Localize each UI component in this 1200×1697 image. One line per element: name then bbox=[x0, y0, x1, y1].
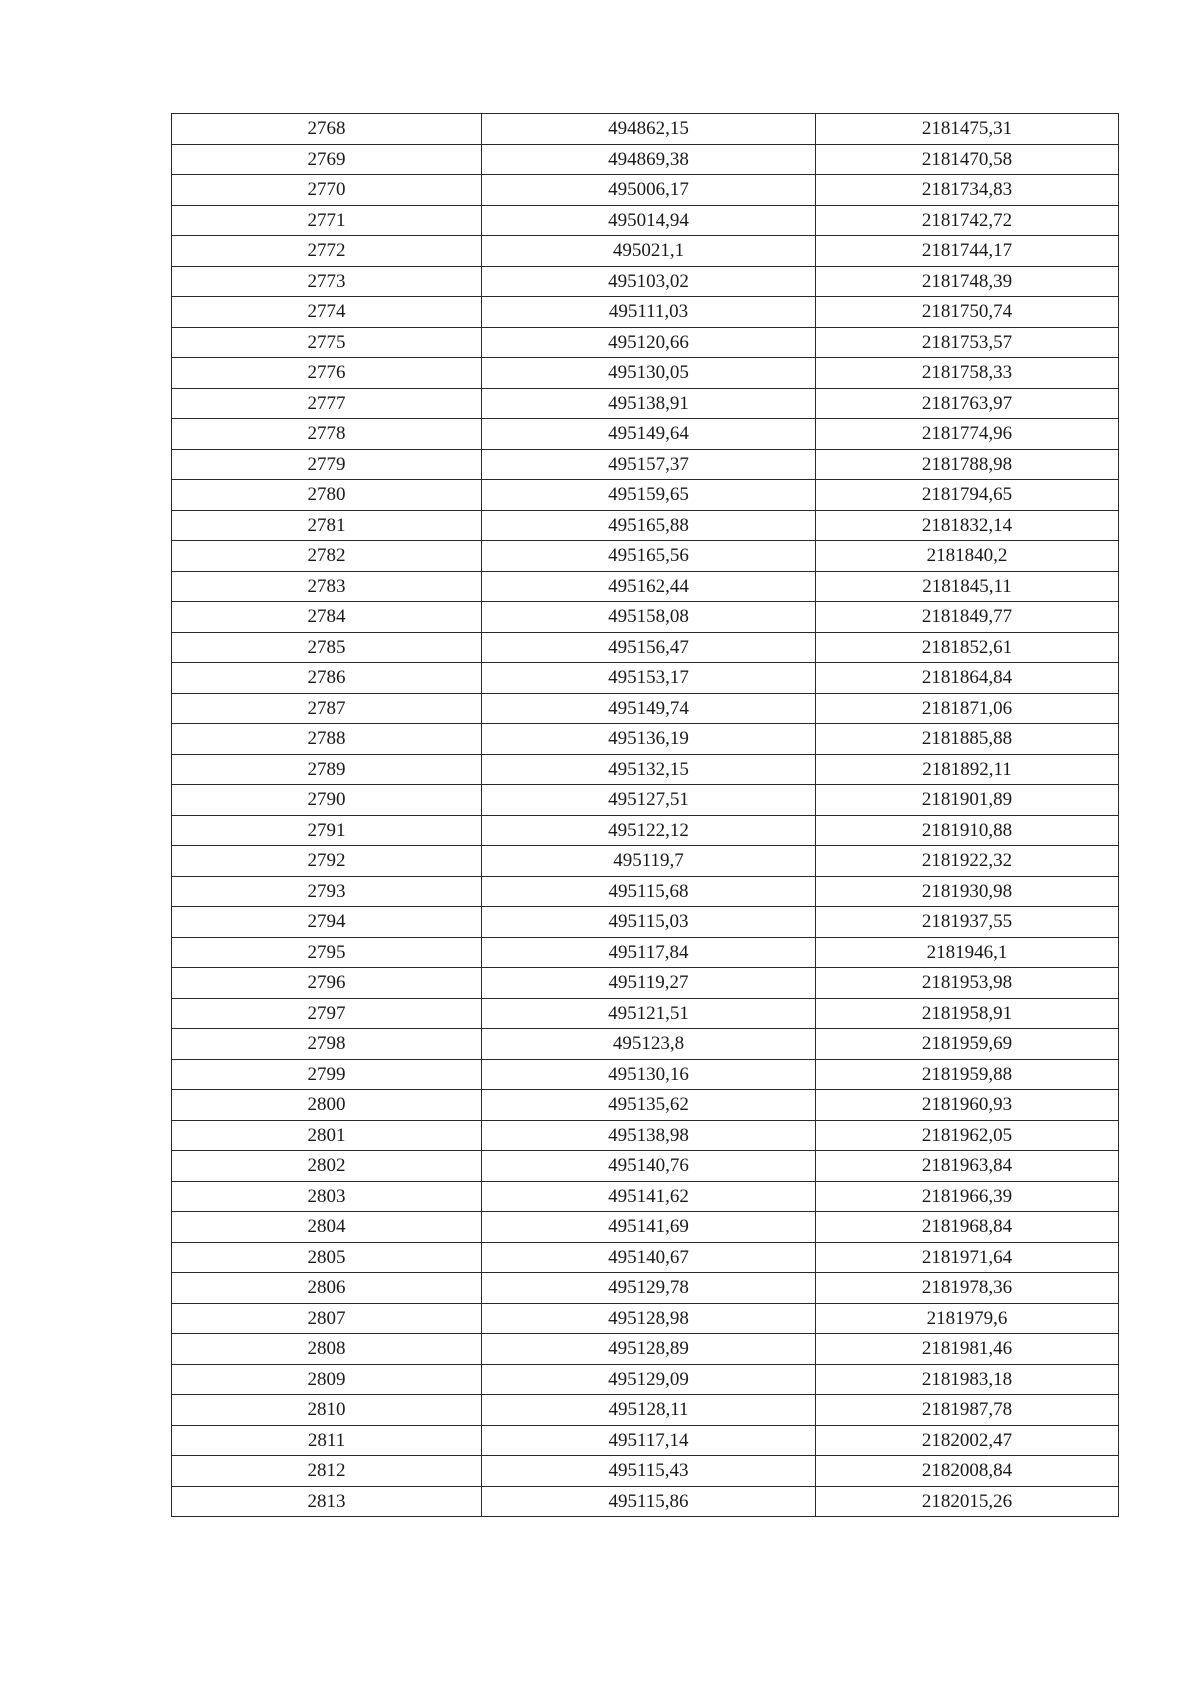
point-number-cell: 2812 bbox=[172, 1456, 482, 1487]
point-number-cell: 2777 bbox=[172, 388, 482, 419]
x-coordinate-cell: 495130,16 bbox=[482, 1059, 816, 1090]
table-row bbox=[172, 1242, 1119, 1273]
y-coordinate-cell: 2181958,91 bbox=[816, 998, 1119, 1029]
point-number-cell: 2769 bbox=[172, 144, 482, 175]
x-coordinate-cell: 495128,11 bbox=[482, 1395, 816, 1426]
x-coordinate-cell: 495140,76 bbox=[482, 1151, 816, 1182]
x-coordinate-cell: 495157,37 bbox=[482, 449, 816, 480]
point-number-cell: 2785 bbox=[172, 632, 482, 663]
point-number-cell: 2787 bbox=[172, 693, 482, 724]
x-coordinate-cell: 495129,09 bbox=[482, 1364, 816, 1395]
x-coordinate-cell: 495136,19 bbox=[482, 724, 816, 755]
y-coordinate-cell: 2181930,98 bbox=[816, 876, 1119, 907]
table-row bbox=[172, 1334, 1119, 1365]
x-coordinate-cell: 495014,94 bbox=[482, 205, 816, 236]
y-coordinate-cell: 2181959,88 bbox=[816, 1059, 1119, 1090]
table-row bbox=[172, 602, 1119, 633]
x-coordinate-cell: 495158,08 bbox=[482, 602, 816, 633]
y-coordinate-cell: 2181470,58 bbox=[816, 144, 1119, 175]
x-coordinate-cell: 495162,44 bbox=[482, 571, 816, 602]
point-number-cell: 2773 bbox=[172, 266, 482, 297]
table-row bbox=[172, 937, 1119, 968]
table-row bbox=[172, 419, 1119, 450]
table-row bbox=[172, 1456, 1119, 1487]
table-row bbox=[172, 1151, 1119, 1182]
x-coordinate-cell: 495122,12 bbox=[482, 815, 816, 846]
point-number-cell: 2770 bbox=[172, 175, 482, 206]
x-coordinate-cell: 495138,91 bbox=[482, 388, 816, 419]
point-number-cell: 2798 bbox=[172, 1029, 482, 1060]
table-row bbox=[172, 1303, 1119, 1334]
point-number-cell: 2803 bbox=[172, 1181, 482, 1212]
x-coordinate-cell: 495128,89 bbox=[482, 1334, 816, 1365]
y-coordinate-cell: 2182002,47 bbox=[816, 1425, 1119, 1456]
x-coordinate-cell: 495115,43 bbox=[482, 1456, 816, 1487]
table-row bbox=[172, 1120, 1119, 1151]
y-coordinate-cell: 2181937,55 bbox=[816, 907, 1119, 938]
table-row bbox=[172, 1395, 1119, 1426]
y-coordinate-cell: 2181840,2 bbox=[816, 541, 1119, 572]
table-row bbox=[172, 754, 1119, 785]
y-coordinate-cell: 2181981,46 bbox=[816, 1334, 1119, 1365]
table-row bbox=[172, 480, 1119, 511]
coordinates-table bbox=[171, 113, 1119, 1517]
y-coordinate-cell: 2181753,57 bbox=[816, 327, 1119, 358]
x-coordinate-cell: 495129,78 bbox=[482, 1273, 816, 1304]
table-row bbox=[172, 205, 1119, 236]
point-number-cell: 2778 bbox=[172, 419, 482, 450]
table-row bbox=[172, 144, 1119, 175]
table-row bbox=[172, 785, 1119, 816]
point-number-cell: 2808 bbox=[172, 1334, 482, 1365]
point-number-cell: 2789 bbox=[172, 754, 482, 785]
table-row bbox=[172, 724, 1119, 755]
x-coordinate-cell: 495141,69 bbox=[482, 1212, 816, 1243]
y-coordinate-cell: 2181978,36 bbox=[816, 1273, 1119, 1304]
x-coordinate-cell: 495130,05 bbox=[482, 358, 816, 389]
point-number-cell: 2801 bbox=[172, 1120, 482, 1151]
x-coordinate-cell: 495138,98 bbox=[482, 1120, 816, 1151]
x-coordinate-cell: 495165,88 bbox=[482, 510, 816, 541]
x-coordinate-cell: 495120,66 bbox=[482, 327, 816, 358]
y-coordinate-cell: 2181960,93 bbox=[816, 1090, 1119, 1121]
point-number-cell: 2809 bbox=[172, 1364, 482, 1395]
table-row bbox=[172, 1425, 1119, 1456]
y-coordinate-cell: 2181734,83 bbox=[816, 175, 1119, 206]
point-number-cell: 2780 bbox=[172, 480, 482, 511]
x-coordinate-cell: 495117,14 bbox=[482, 1425, 816, 1456]
point-number-cell: 2768 bbox=[172, 114, 482, 145]
table-row bbox=[172, 236, 1119, 267]
y-coordinate-cell: 2181901,89 bbox=[816, 785, 1119, 816]
table-row bbox=[172, 114, 1119, 145]
y-coordinate-cell: 2181885,88 bbox=[816, 724, 1119, 755]
x-coordinate-cell: 495115,03 bbox=[482, 907, 816, 938]
point-number-cell: 2805 bbox=[172, 1242, 482, 1273]
y-coordinate-cell: 2181774,96 bbox=[816, 419, 1119, 450]
x-coordinate-cell: 495111,03 bbox=[482, 297, 816, 328]
table-row bbox=[172, 358, 1119, 389]
y-coordinate-cell: 2181748,39 bbox=[816, 266, 1119, 297]
y-coordinate-cell: 2181788,98 bbox=[816, 449, 1119, 480]
table-row bbox=[172, 693, 1119, 724]
y-coordinate-cell: 2182008,84 bbox=[816, 1456, 1119, 1487]
table-row bbox=[172, 876, 1119, 907]
y-coordinate-cell: 2181963,84 bbox=[816, 1151, 1119, 1182]
point-number-cell: 2771 bbox=[172, 205, 482, 236]
table-row bbox=[172, 632, 1119, 663]
x-coordinate-cell: 495103,02 bbox=[482, 266, 816, 297]
table-row bbox=[172, 510, 1119, 541]
y-coordinate-cell: 2181922,32 bbox=[816, 846, 1119, 877]
y-coordinate-cell: 2181953,98 bbox=[816, 968, 1119, 999]
x-coordinate-cell: 494869,38 bbox=[482, 144, 816, 175]
table-row bbox=[172, 815, 1119, 846]
point-number-cell: 2781 bbox=[172, 510, 482, 541]
y-coordinate-cell: 2181852,61 bbox=[816, 632, 1119, 663]
table-row bbox=[172, 1364, 1119, 1395]
point-number-cell: 2774 bbox=[172, 297, 482, 328]
y-coordinate-cell: 2181864,84 bbox=[816, 663, 1119, 694]
x-coordinate-cell: 495021,1 bbox=[482, 236, 816, 267]
y-coordinate-cell: 2181983,18 bbox=[816, 1364, 1119, 1395]
table-row bbox=[172, 297, 1119, 328]
y-coordinate-cell: 2181968,84 bbox=[816, 1212, 1119, 1243]
point-number-cell: 2784 bbox=[172, 602, 482, 633]
x-coordinate-cell: 495135,62 bbox=[482, 1090, 816, 1121]
x-coordinate-cell: 495159,65 bbox=[482, 480, 816, 511]
table-row bbox=[172, 907, 1119, 938]
table-row bbox=[172, 327, 1119, 358]
point-number-cell: 2793 bbox=[172, 876, 482, 907]
point-number-cell: 2779 bbox=[172, 449, 482, 480]
x-coordinate-cell: 495117,84 bbox=[482, 937, 816, 968]
point-number-cell: 2782 bbox=[172, 541, 482, 572]
point-number-cell: 2790 bbox=[172, 785, 482, 816]
x-coordinate-cell: 495115,86 bbox=[482, 1486, 816, 1517]
table-row bbox=[172, 1029, 1119, 1060]
point-number-cell: 2811 bbox=[172, 1425, 482, 1456]
x-coordinate-cell: 495149,74 bbox=[482, 693, 816, 724]
y-coordinate-cell: 2181959,69 bbox=[816, 1029, 1119, 1060]
table-row bbox=[172, 541, 1119, 572]
table-row bbox=[172, 998, 1119, 1029]
point-number-cell: 2804 bbox=[172, 1212, 482, 1243]
point-number-cell: 2791 bbox=[172, 815, 482, 846]
y-coordinate-cell: 2181849,77 bbox=[816, 602, 1119, 633]
table-row bbox=[172, 1059, 1119, 1090]
y-coordinate-cell: 2181750,74 bbox=[816, 297, 1119, 328]
table-row bbox=[172, 571, 1119, 602]
x-coordinate-cell: 495127,51 bbox=[482, 785, 816, 816]
point-number-cell: 2807 bbox=[172, 1303, 482, 1334]
x-coordinate-cell: 495149,64 bbox=[482, 419, 816, 450]
y-coordinate-cell: 2182015,26 bbox=[816, 1486, 1119, 1517]
y-coordinate-cell: 2181758,33 bbox=[816, 358, 1119, 389]
x-coordinate-cell: 495128,98 bbox=[482, 1303, 816, 1334]
x-coordinate-cell: 495121,51 bbox=[482, 998, 816, 1029]
y-coordinate-cell: 2181845,11 bbox=[816, 571, 1119, 602]
point-number-cell: 2776 bbox=[172, 358, 482, 389]
x-coordinate-cell: 495153,17 bbox=[482, 663, 816, 694]
point-number-cell: 2783 bbox=[172, 571, 482, 602]
table-row bbox=[172, 1181, 1119, 1212]
x-coordinate-cell: 495156,47 bbox=[482, 632, 816, 663]
table-row bbox=[172, 175, 1119, 206]
x-coordinate-cell: 495119,7 bbox=[482, 846, 816, 877]
point-number-cell: 2799 bbox=[172, 1059, 482, 1090]
table-row bbox=[172, 1090, 1119, 1121]
x-coordinate-cell: 495123,8 bbox=[482, 1029, 816, 1060]
y-coordinate-cell: 2181475,31 bbox=[816, 114, 1119, 145]
point-number-cell: 2794 bbox=[172, 907, 482, 938]
table-row bbox=[172, 1212, 1119, 1243]
y-coordinate-cell: 2181966,39 bbox=[816, 1181, 1119, 1212]
point-number-cell: 2797 bbox=[172, 998, 482, 1029]
y-coordinate-cell: 2181742,72 bbox=[816, 205, 1119, 236]
y-coordinate-cell: 2181946,1 bbox=[816, 937, 1119, 968]
y-coordinate-cell: 2181962,05 bbox=[816, 1120, 1119, 1151]
point-number-cell: 2795 bbox=[172, 937, 482, 968]
point-number-cell: 2813 bbox=[172, 1486, 482, 1517]
point-number-cell: 2788 bbox=[172, 724, 482, 755]
table-row bbox=[172, 968, 1119, 999]
y-coordinate-cell: 2181971,64 bbox=[816, 1242, 1119, 1273]
y-coordinate-cell: 2181910,88 bbox=[816, 815, 1119, 846]
point-number-cell: 2796 bbox=[172, 968, 482, 999]
table-row bbox=[172, 1273, 1119, 1304]
point-number-cell: 2775 bbox=[172, 327, 482, 358]
y-coordinate-cell: 2181744,17 bbox=[816, 236, 1119, 267]
x-coordinate-cell: 494862,15 bbox=[482, 114, 816, 145]
point-number-cell: 2802 bbox=[172, 1151, 482, 1182]
y-coordinate-cell: 2181892,11 bbox=[816, 754, 1119, 785]
x-coordinate-cell: 495006,17 bbox=[482, 175, 816, 206]
y-coordinate-cell: 2181871,06 bbox=[816, 693, 1119, 724]
y-coordinate-cell: 2181794,65 bbox=[816, 480, 1119, 511]
point-number-cell: 2806 bbox=[172, 1273, 482, 1304]
x-coordinate-cell: 495141,62 bbox=[482, 1181, 816, 1212]
y-coordinate-cell: 2181987,78 bbox=[816, 1395, 1119, 1426]
x-coordinate-cell: 495165,56 bbox=[482, 541, 816, 572]
x-coordinate-cell: 495115,68 bbox=[482, 876, 816, 907]
table-row bbox=[172, 1486, 1119, 1517]
point-number-cell: 2792 bbox=[172, 846, 482, 877]
x-coordinate-cell: 495119,27 bbox=[482, 968, 816, 999]
point-number-cell: 2800 bbox=[172, 1090, 482, 1121]
table-row bbox=[172, 846, 1119, 877]
point-number-cell: 2786 bbox=[172, 663, 482, 694]
table-row bbox=[172, 388, 1119, 419]
y-coordinate-cell: 2181979,6 bbox=[816, 1303, 1119, 1334]
y-coordinate-cell: 2181832,14 bbox=[816, 510, 1119, 541]
point-number-cell: 2772 bbox=[172, 236, 482, 267]
coordinates-table-body bbox=[172, 114, 1119, 1517]
table-row bbox=[172, 663, 1119, 694]
x-coordinate-cell: 495140,67 bbox=[482, 1242, 816, 1273]
point-number-cell: 2810 bbox=[172, 1395, 482, 1426]
table-row bbox=[172, 266, 1119, 297]
table-row bbox=[172, 449, 1119, 480]
y-coordinate-cell: 2181763,97 bbox=[816, 388, 1119, 419]
x-coordinate-cell: 495132,15 bbox=[482, 754, 816, 785]
